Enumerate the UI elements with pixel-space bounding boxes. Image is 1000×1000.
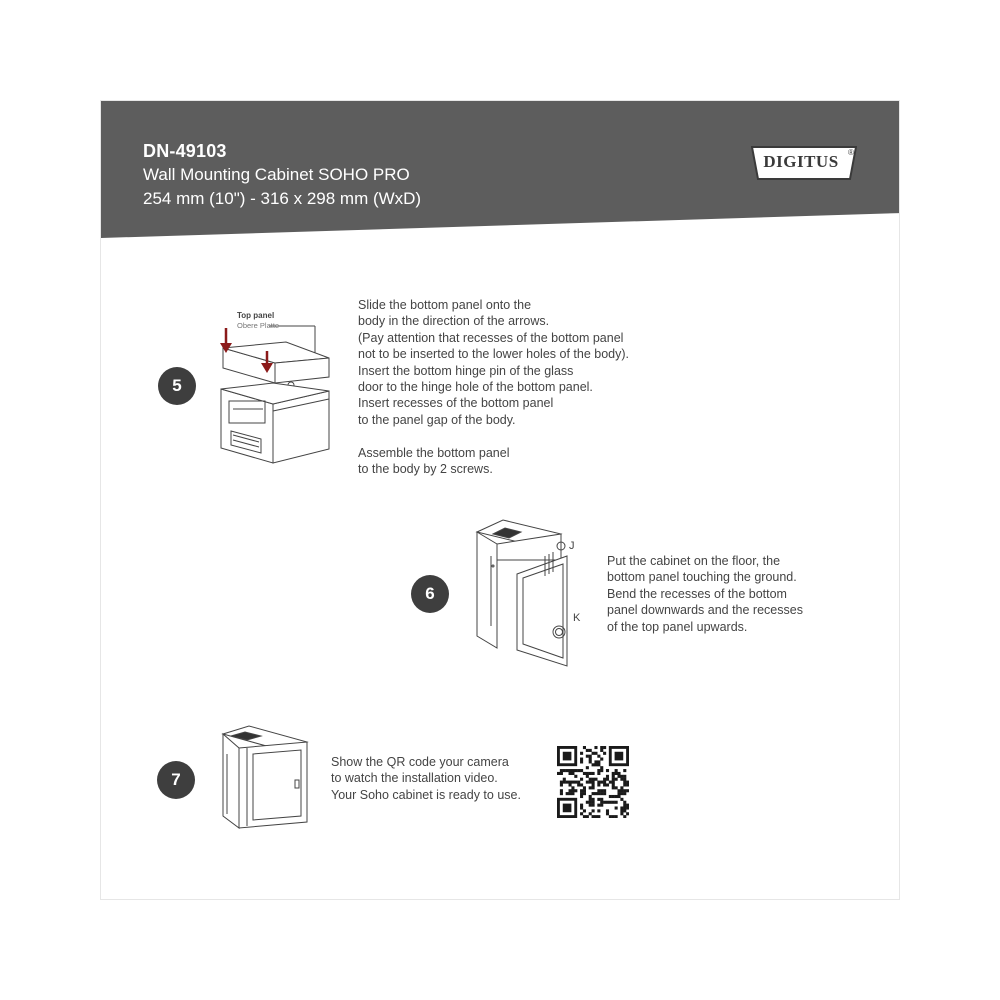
qr-code-icon[interactable] (557, 746, 629, 818)
step-5-text: Slide the bottom panel onto the body in the direction of the arrows. (Pay attention that recesses of the bottom panel not to be inserted to the lower holes of the body). Insert the bottom hinge pin of the glass door to the hinge hole of the bottom panel. Insert recesses of the bottom panel to the panel gap of the body. Assemble the bottom panel to the body by 2 screws. (358, 298, 630, 477)
step-7-illustration (219, 724, 314, 836)
step-7-badge: 7 (157, 761, 195, 799)
instruction-sheet (100, 100, 900, 900)
step-7-text: Show the QR code your camera to watch the installation video. Your Soho cabinet is ready to use. (331, 755, 521, 802)
logo-registered-mark: ® (848, 148, 854, 157)
step-6-illustration (471, 516, 581, 681)
product-name: Wall Mounting Cabinet SOHO PRO (143, 165, 410, 184)
header-band (101, 101, 900, 241)
step-5-badge: 5 (158, 367, 196, 405)
model-number: DN-49103 (143, 141, 227, 161)
step-6-text: Put the cabinet on the floor, the bottom panel touching the ground. Bend the recesses of the bottom panel downwards and the recesses of the top panel upwards. (607, 554, 803, 634)
digitus-logo (751, 146, 857, 178)
top-panel-label: Top panel (237, 311, 275, 320)
product-dimensions: 254 mm (10") - 316 x 298 mm (WxD) (143, 189, 422, 208)
label-k: K (573, 612, 581, 624)
label-j: J (569, 540, 575, 552)
logo-text: DIGITUS (763, 152, 839, 171)
step-6-badge: 6 (411, 575, 449, 613)
top-panel-label-german: Obere Platte (237, 321, 280, 330)
